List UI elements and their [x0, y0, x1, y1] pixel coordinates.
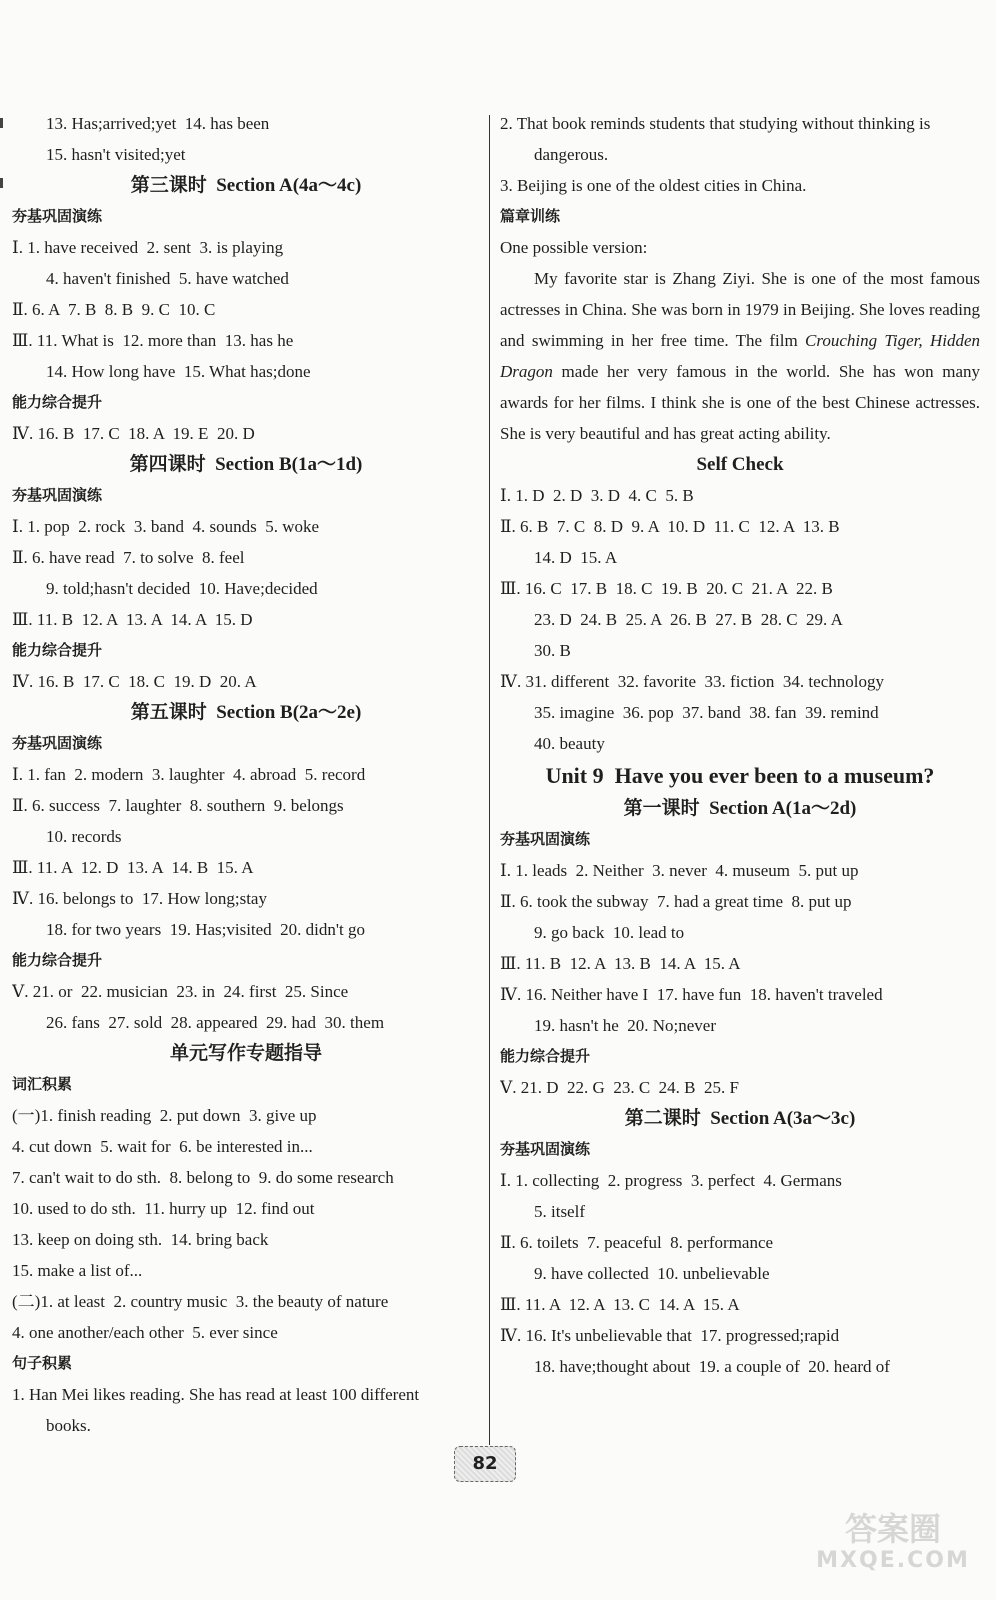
answer-line: Ⅳ. 16. B 17. C 18. A 19. E 20. D	[12, 424, 255, 443]
edge-mark	[0, 178, 3, 188]
answer-line: 15. make a list of...	[12, 1261, 143, 1280]
answer-line: 2. That book reminds students that studying without thinking is	[500, 114, 931, 133]
answer-line: (一)1. finish reading 2. put down 3. give up	[12, 1106, 317, 1125]
answer-line: 5. itself	[534, 1202, 585, 1221]
answer-line: 15. hasn't visited;yet	[46, 145, 186, 164]
essay-text-part1: My favorite star is Zhang Ziyi. She is one of the most famous actresses in China. She was born in 1979 in Beijing. She loves reading and swimming in her free time. The film	[500, 269, 980, 350]
answer-line: Ⅲ. 11. B 12. A 13. A 14. A 15. D	[12, 610, 253, 629]
answer-line: Ⅲ. 11. B 12. A 13. B 14. A 15. A	[500, 954, 741, 973]
answer-line: 3. Beijing is one of the oldest cities in China.	[500, 176, 807, 195]
answer-line: 4. one another/each other 5. ever since	[12, 1323, 278, 1342]
answer-line: Ⅲ. 11. A 12. D 13. A 14. B 15. A	[12, 858, 254, 877]
answer-line: 14. How long have 15. What has;done	[46, 362, 311, 381]
subsection-label: 词汇积累	[12, 1075, 73, 1093]
right-column	[500, 108, 980, 1382]
film-title: Crouching Tiger, Hidden Dragon	[500, 331, 981, 381]
right-bottom-lines	[500, 449, 980, 1382]
answer-line: Ⅰ. 1. pop 2. rock 3. band 4. sounds 5. woke	[12, 517, 320, 536]
answer-line: Ⅱ. 6. B 7. C 8. D 9. A 10. D 11. C 12. A 13. B	[500, 517, 840, 536]
subsection-label: 句子积累	[12, 1354, 73, 1372]
answer-line: Ⅰ. 1. D 2. D 3. D 4. C 5. B	[500, 486, 694, 505]
answer-line: 13. Has;arrived;yet 14. has been	[46, 114, 270, 133]
answer-line: Ⅳ. 16. belongs to 17. How long;stay	[12, 889, 267, 908]
subsection-label: 夯基巩固演练	[500, 830, 591, 848]
subsection-label: 能力综合提升	[12, 951, 103, 969]
answer-line: 35. imagine 36. pop 37. band 38. fan 39. remind	[534, 703, 879, 722]
unit-title: Unit 9 Have you ever been to a museum?	[545, 763, 935, 788]
subsection-label: 夯基巩固演练	[12, 207, 103, 225]
answer-line: Ⅱ. 6. success 7. laughter 8. southern 9. belongs	[12, 796, 344, 815]
answer-line: Ⅳ. 16. Neither have I 17. have fun 18. haven't traveled	[500, 985, 883, 1004]
answer-line: Ⅳ. 31. different 32. favorite 33. fiction 34. technology	[500, 672, 884, 691]
answer-line: 7. can't wait to do sth. 8. belong to 9. do some research	[12, 1168, 394, 1187]
answer-line: 26. fans 27. sold 28. appeared 29. had 30. them	[46, 1013, 385, 1032]
page-number: 82	[454, 1446, 516, 1482]
subsection-label: 夯基巩固演练	[12, 734, 103, 752]
section-heading: 第二课时 Section A(3a～3c)	[624, 1108, 856, 1129]
answer-line: 18. for two years 19. Has;visited 20. didn't go	[46, 920, 365, 939]
subsection-label: 夯基巩固演练	[500, 1140, 591, 1158]
section-heading: 第三课时 Section A(4a～4c)	[130, 175, 362, 196]
answer-line: 10. records	[46, 827, 122, 846]
essay-paragraph	[500, 263, 980, 449]
answer-line: 9. go back 10. lead to	[534, 923, 685, 942]
answer-line: dangerous.	[534, 145, 609, 164]
answer-line: 30. B	[534, 641, 571, 660]
watermark-cn: 答案圈	[844, 1510, 941, 1548]
edge-mark	[0, 118, 3, 128]
answer-line: Ⅱ. 6. have read 7. to solve 8. feel	[12, 548, 245, 567]
section-heading: 第一课时 Section A(1a～2d)	[623, 798, 857, 819]
answer-line: (二)1. at least 2. country music 3. the beauty of nature	[12, 1292, 389, 1311]
watermark-en: MXQE.COM	[816, 1548, 970, 1573]
answer-line: Ⅱ. 6. toilets 7. peaceful 8. performance	[500, 1233, 774, 1252]
answer-line: Ⅱ. 6. took the subway 7. had a great time 8. put up	[500, 892, 852, 911]
answer-line: Ⅰ. 1. have received 2. sent 3. is playing	[12, 238, 284, 257]
left-column	[12, 108, 480, 1441]
answer-line: Ⅴ. 21. or 22. musician 23. in 24. first 25. Since	[12, 982, 349, 1001]
right-top-lines	[500, 108, 980, 263]
section-heading: 第四课时 Section B(1a～1d)	[129, 454, 363, 475]
answer-line: 23. D 24. B 25. A 26. B 27. B 28. C 29. A	[534, 610, 843, 629]
answer-line: Ⅲ. 16. C 17. B 18. C 19. B 20. C 21. A 22. B	[500, 579, 833, 598]
answer-line: books.	[46, 1416, 91, 1435]
answer-line: 10. used to do sth. 11. hurry up 12. find out	[12, 1199, 315, 1218]
answer-line: 19. hasn't he 20. No;never	[534, 1016, 716, 1035]
answer-line: Ⅳ. 16. It's unbelievable that 17. progressed;rapid	[500, 1326, 840, 1345]
answer-line: 18. have;thought about 19. a couple of 20. heard of	[534, 1357, 890, 1376]
section-heading: 单元写作专题指导	[169, 1043, 322, 1064]
answer-line: 9. have collected 10. unbelievable	[534, 1264, 770, 1283]
answer-line: 4. haven't finished 5. have watched	[46, 269, 289, 288]
subsection-label: 能力综合提升	[12, 641, 103, 659]
answer-line: Ⅲ. 11. What is 12. more than 13. has he	[12, 331, 294, 350]
answer-line: Ⅲ. 11. A 12. A 13. C 14. A 15. A	[500, 1295, 740, 1314]
answer-line: Ⅰ. 1. fan 2. modern 3. laughter 4. abroad 5. record	[12, 765, 366, 784]
answer-line: 9. told;hasn't decided 10. Have;decided	[46, 579, 318, 598]
answer-line: 40. beauty	[534, 734, 605, 753]
answer-line: Ⅳ. 16. B 17. C 18. C 19. D 20. A	[12, 672, 257, 691]
section-heading: 第五课时 Section B(2a～2e)	[130, 702, 362, 723]
subsection-label: 能力综合提升	[500, 1047, 591, 1065]
answer-line: Ⅰ. 1. collecting 2. progress 3. perfect 4. Germans	[500, 1171, 842, 1190]
watermark-logo	[808, 1510, 978, 1580]
answer-line: 13. keep on doing sth. 14. bring back	[12, 1230, 269, 1249]
column-divider	[489, 115, 490, 1445]
answer-line: 1. Han Mei likes reading. She has read at least 100 different	[12, 1385, 420, 1404]
section-heading: Self Check	[696, 454, 784, 475]
answer-line: Ⅱ. 6. A 7. B 8. B 9. C 10. C	[12, 300, 216, 319]
subsection-label: 篇章训练	[500, 207, 561, 225]
answer-line: 14. D 15. A	[534, 548, 618, 567]
subsection-label: 能力综合提升	[12, 393, 103, 411]
essay-text-part2: made her very famous in the world. She has won many awards for her films. I think she is one of the best Chinese actresses. She is very beautiful and has great acting ability.	[500, 362, 980, 443]
answer-line: Ⅰ. 1. leads 2. Neither 3. never 4. museum 5. put up	[500, 861, 859, 880]
subsection-label: 夯基巩固演练	[12, 486, 103, 504]
answer-line: Ⅴ. 21. D 22. G 23. C 24. B 25. F	[500, 1078, 739, 1097]
answer-line: One possible version:	[500, 238, 648, 257]
answer-line: 4. cut down 5. wait for 6. be interested in...	[12, 1137, 313, 1156]
